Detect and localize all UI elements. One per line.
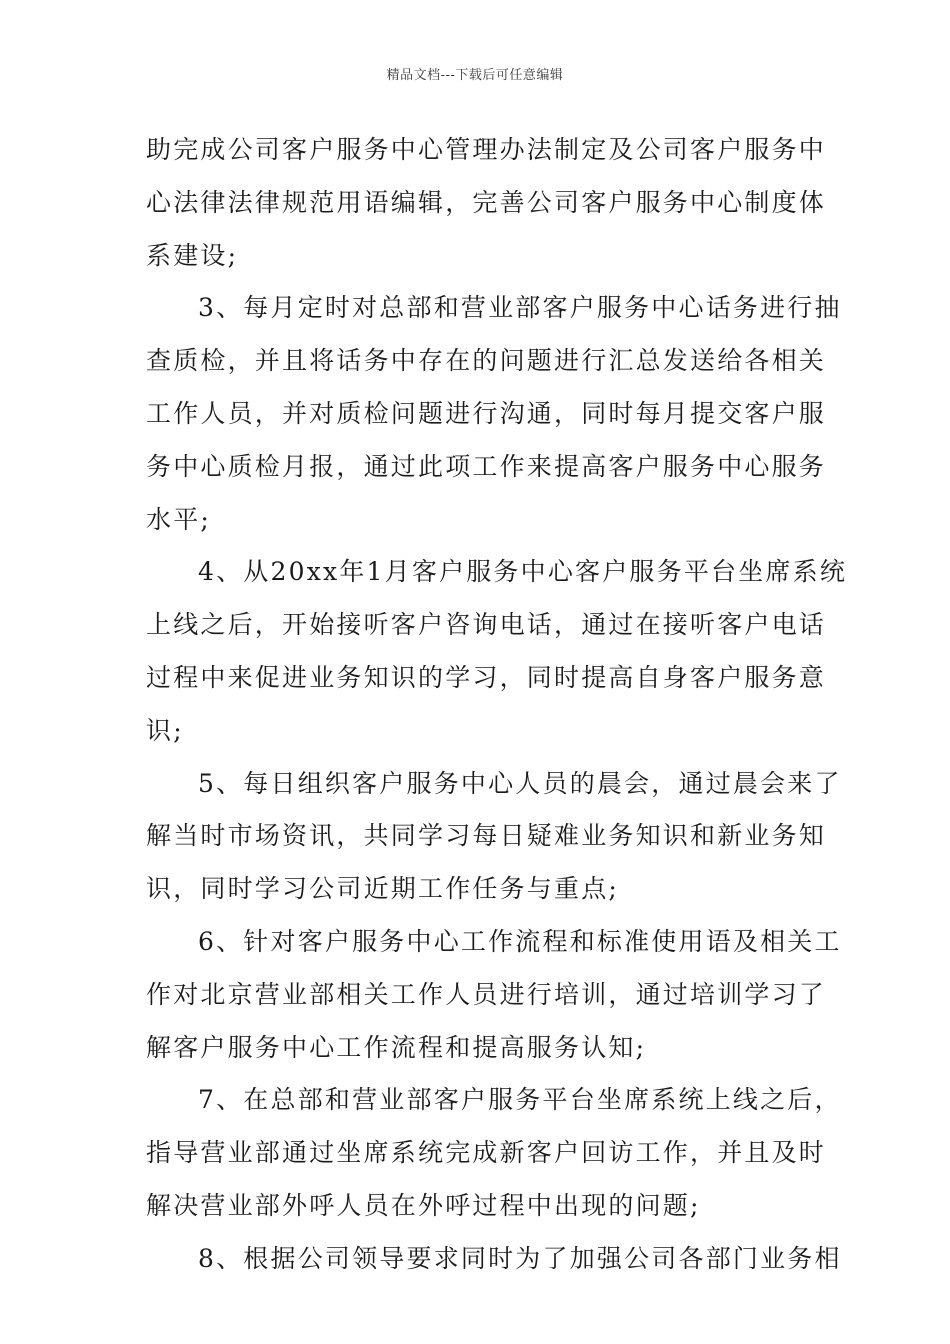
paragraph-start-3: 3、每月定时对总部和营业部客户服务中心话务进行抽 — [198, 293, 842, 323]
paragraph-start-8: 8、根据公司领导要求同时为了加强公司各部门业务相 — [198, 1243, 842, 1273]
body-line: 作对北京营业部相关工作人员进行培训，通过培训学习了 — [146, 979, 827, 1009]
page-header: 精品文档---下载后可任意编辑 — [386, 68, 564, 83]
body-line: 上线之后，开始接听客户咨询电话，通过在接听客户电话 — [146, 610, 827, 640]
paragraph-start-7: 7、在总部和营业部客户服务平台坐席系统上线之后， — [198, 1085, 842, 1115]
body-line: 系建设; — [146, 240, 239, 270]
body-line: 查质检，并且将话务中存在的问题进行汇总发送给各相关 — [146, 346, 827, 376]
body-line: 解当时市场资讯，共同学习每日疑难业务知识和新业务知 — [146, 821, 827, 851]
body-line: 务中心质检月报，通过此项工作来提高客户服务中心服务 — [146, 451, 827, 481]
paragraph-start-4: 4、从20xx年1月客户服务中心客户服务平台坐席系统 — [198, 557, 848, 587]
body-line: 过程中来促进业务知识的学习，同时提高自身客户服务意 — [146, 662, 827, 692]
body-line: 解决营业部外呼人员在外呼过程中出现的问题; — [146, 1190, 701, 1220]
body-line: 助完成公司客户服务中心管理办法制定及公司客户服务中 — [146, 135, 827, 164]
document-body — [146, 124, 848, 1286]
body-line: 解客户服务中心工作流程和提高服务认知; — [146, 1032, 647, 1062]
body-line: 指导营业部通过坐席系统完成新客户回访工作，并且及时 — [146, 1138, 827, 1168]
body-line: 识，同时学习公司近期工作任务与重点; — [146, 874, 620, 904]
body-line: 心法律法律规范用语编辑，完善公司客户服务中心制度体 — [146, 187, 827, 217]
body-line: 工作人员，并对质检问题进行沟通，同时每月提交客户服 — [146, 398, 827, 428]
body-line: 识; — [146, 715, 184, 745]
paragraph-start-6: 6、针对客户服务中心工作流程和标准使用语及相关工 — [198, 926, 842, 956]
body-line: 水平; — [146, 504, 212, 534]
paragraph-start-5: 5、每日组织客户服务中心人员的晨会，通过晨会来了 — [198, 768, 842, 798]
